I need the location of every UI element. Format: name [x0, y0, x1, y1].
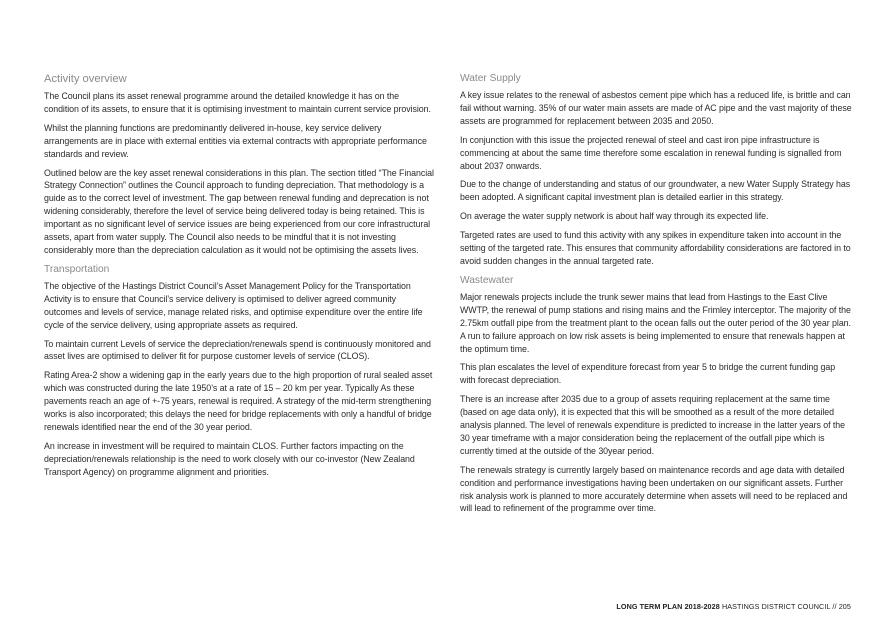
- transportation-paragraph-4: An increase in investment will be required to maintain CLOS. Further factors impacting on the depreciation/renewals relationship is the need to work closely with our co-investor (New Zealand Transport Agency) on programme alignment and priorities.: [44, 440, 415, 477]
- activity-paragraph-2: Whilst the planning functions are predominantly delivered in-house, key service delivery arrangements are in place with external entities via external contracts with appropriate performance standards and review.: [44, 122, 427, 159]
- activity-overview-heading: Activity overview: [44, 73, 127, 85]
- water-supply-paragraph-1: A key issue relates to the renewal of asbestos cement pipe which has a reduced life, is brittle and can fail without warning. 35% of our water main assets are made of AC pipe and the vast majority of these assets are programmed for replacement between 2035 and 2050.: [460, 90, 852, 126]
- transportation-paragraph-1: The objective of the Hastings District Council’s Asset Management Policy for the Transportation Activity is to ensure that Council’s service delivery is optimised to deliver agreed community outcomes and levels of service, manage related risks, and optimise expenditure over the entire life cycle of the service delivery, using appropriate assets as required.: [44, 280, 423, 330]
- page-number: 205: [838, 602, 851, 611]
- wastewater-paragraph-4: The renewals strategy is currently largely based on maintenance records and age data with detailed condition and performance investigations having been undertaken on our significant assets. Further risk analysis work is planned to more accurately determine when assets will need to be replaced and will lead to refinement of the programme over time.: [460, 464, 848, 514]
- footer-separator: //: [832, 602, 837, 611]
- right-column: [460, 72, 852, 521]
- transportation-paragraph-2: To maintain current Levels of service the depreciation/renewals spend is continuously monitored and asset lives are optimised to deliver fit for purpose customer levels of service (CLOS).: [44, 338, 431, 362]
- footer-council-name: HASTINGS DISTRICT COUNCIL: [721, 602, 831, 611]
- water-supply-paragraph-4: On average the water supply network is about half way through its expected life.: [460, 211, 769, 222]
- left-column: [44, 72, 436, 485]
- wastewater-paragraph-1: Major renewals projects include the trunk sewer mains that lead from Hastings to the East Clive WWTP, the renewal of pump stations and rising mains and the Frimley interceptor. The majority of the 2.75km outfall pipe from the treatment plant to the ocean falls out the outer period of the 30 year plan. A run to failure approach on low risk assets is being implemented to ensure that renewals happen at the optimum time.: [460, 291, 851, 354]
- water-supply-heading: Water Supply: [460, 73, 521, 84]
- page-footer: [616, 602, 851, 611]
- wastewater-heading: Wastewater: [460, 274, 514, 286]
- transportation-paragraph-3: Rating Area-2 show a widening gap in the early years due to the high proportion of rural sealed asset which was constructed during the late 1950’s at a rate of 15 – 20 km per year. Typically As these pavements reach an age of +-75 years, renewal is required. A strategy of the mid-term strengthening works is also incorporated; this delays the need for bridge replacements with only a handful of bridge renewals identified near the end of the 30 year period.: [44, 370, 433, 432]
- activity-paragraph-3: Outlined below are the key asset renewal considerations in this plan. The section titled “The Financial Strategy Connection” outlines the Council approach to funding depreciation. That methodology is a guide as to the correct level of investment. The gap between renewal funding and deprecation is not widening considerably, therefore the level of service being delivered today is being retained. This is important as no significant level of service issues are being experienced from our core infrastructural assets, apart from water supply. The Council also needs to be mindful that it is not investing considerably more than the depreciation calculation as it would not be optimising the assets lives.: [44, 167, 434, 255]
- water-supply-paragraph-2: In conjunction with this issue the projected renewal of steel and cast iron pipe infrastructure is commencing at about the same time therefore some escalation in renewal funding is signalled from about 2037 onwards.: [460, 134, 842, 171]
- activity-paragraph-1: The Council plans its asset renewal programme around the detailed knowledge it has on the condition of its assets, to ensure that it is optimising investment to maintain current service provision.: [44, 91, 431, 114]
- wastewater-paragraph-3: There is an increase after 2035 due to a group of assets requiring replacement at the same time (based on age data only), it is expected that this will be smoothed as a result of the more detailed analysis planned. The level of renewals expenditure is predicted to increase in the latter years of the 30 year timeframe with a major consideration being the replacement of the outfall pipe which is currently timed at the outside of the 30year period.: [460, 394, 845, 456]
- water-supply-paragraph-5: Targeted rates are used to fund this activity with any spikes in expenditure taken into account in the setting of the targeted rate. This ensures that community affordability considerations are factored in to avoid sudden changes in the annual targeted rate.: [460, 230, 851, 266]
- wastewater-paragraph-2: This plan escalates the level of expenditure forecast from year 5 to bridge the current funding gap with forecast depreciation.: [460, 362, 836, 386]
- water-supply-paragraph-3: Due to the change of understanding and status of our groundwater, a new Water Supply Strategy has been adopted. A significant capital investment plan is detailed earlier in this strategy.: [460, 179, 851, 203]
- footer-plan-title: LONG TERM PLAN 2018-2028: [616, 602, 720, 611]
- transportation-heading: Transportation: [44, 263, 110, 275]
